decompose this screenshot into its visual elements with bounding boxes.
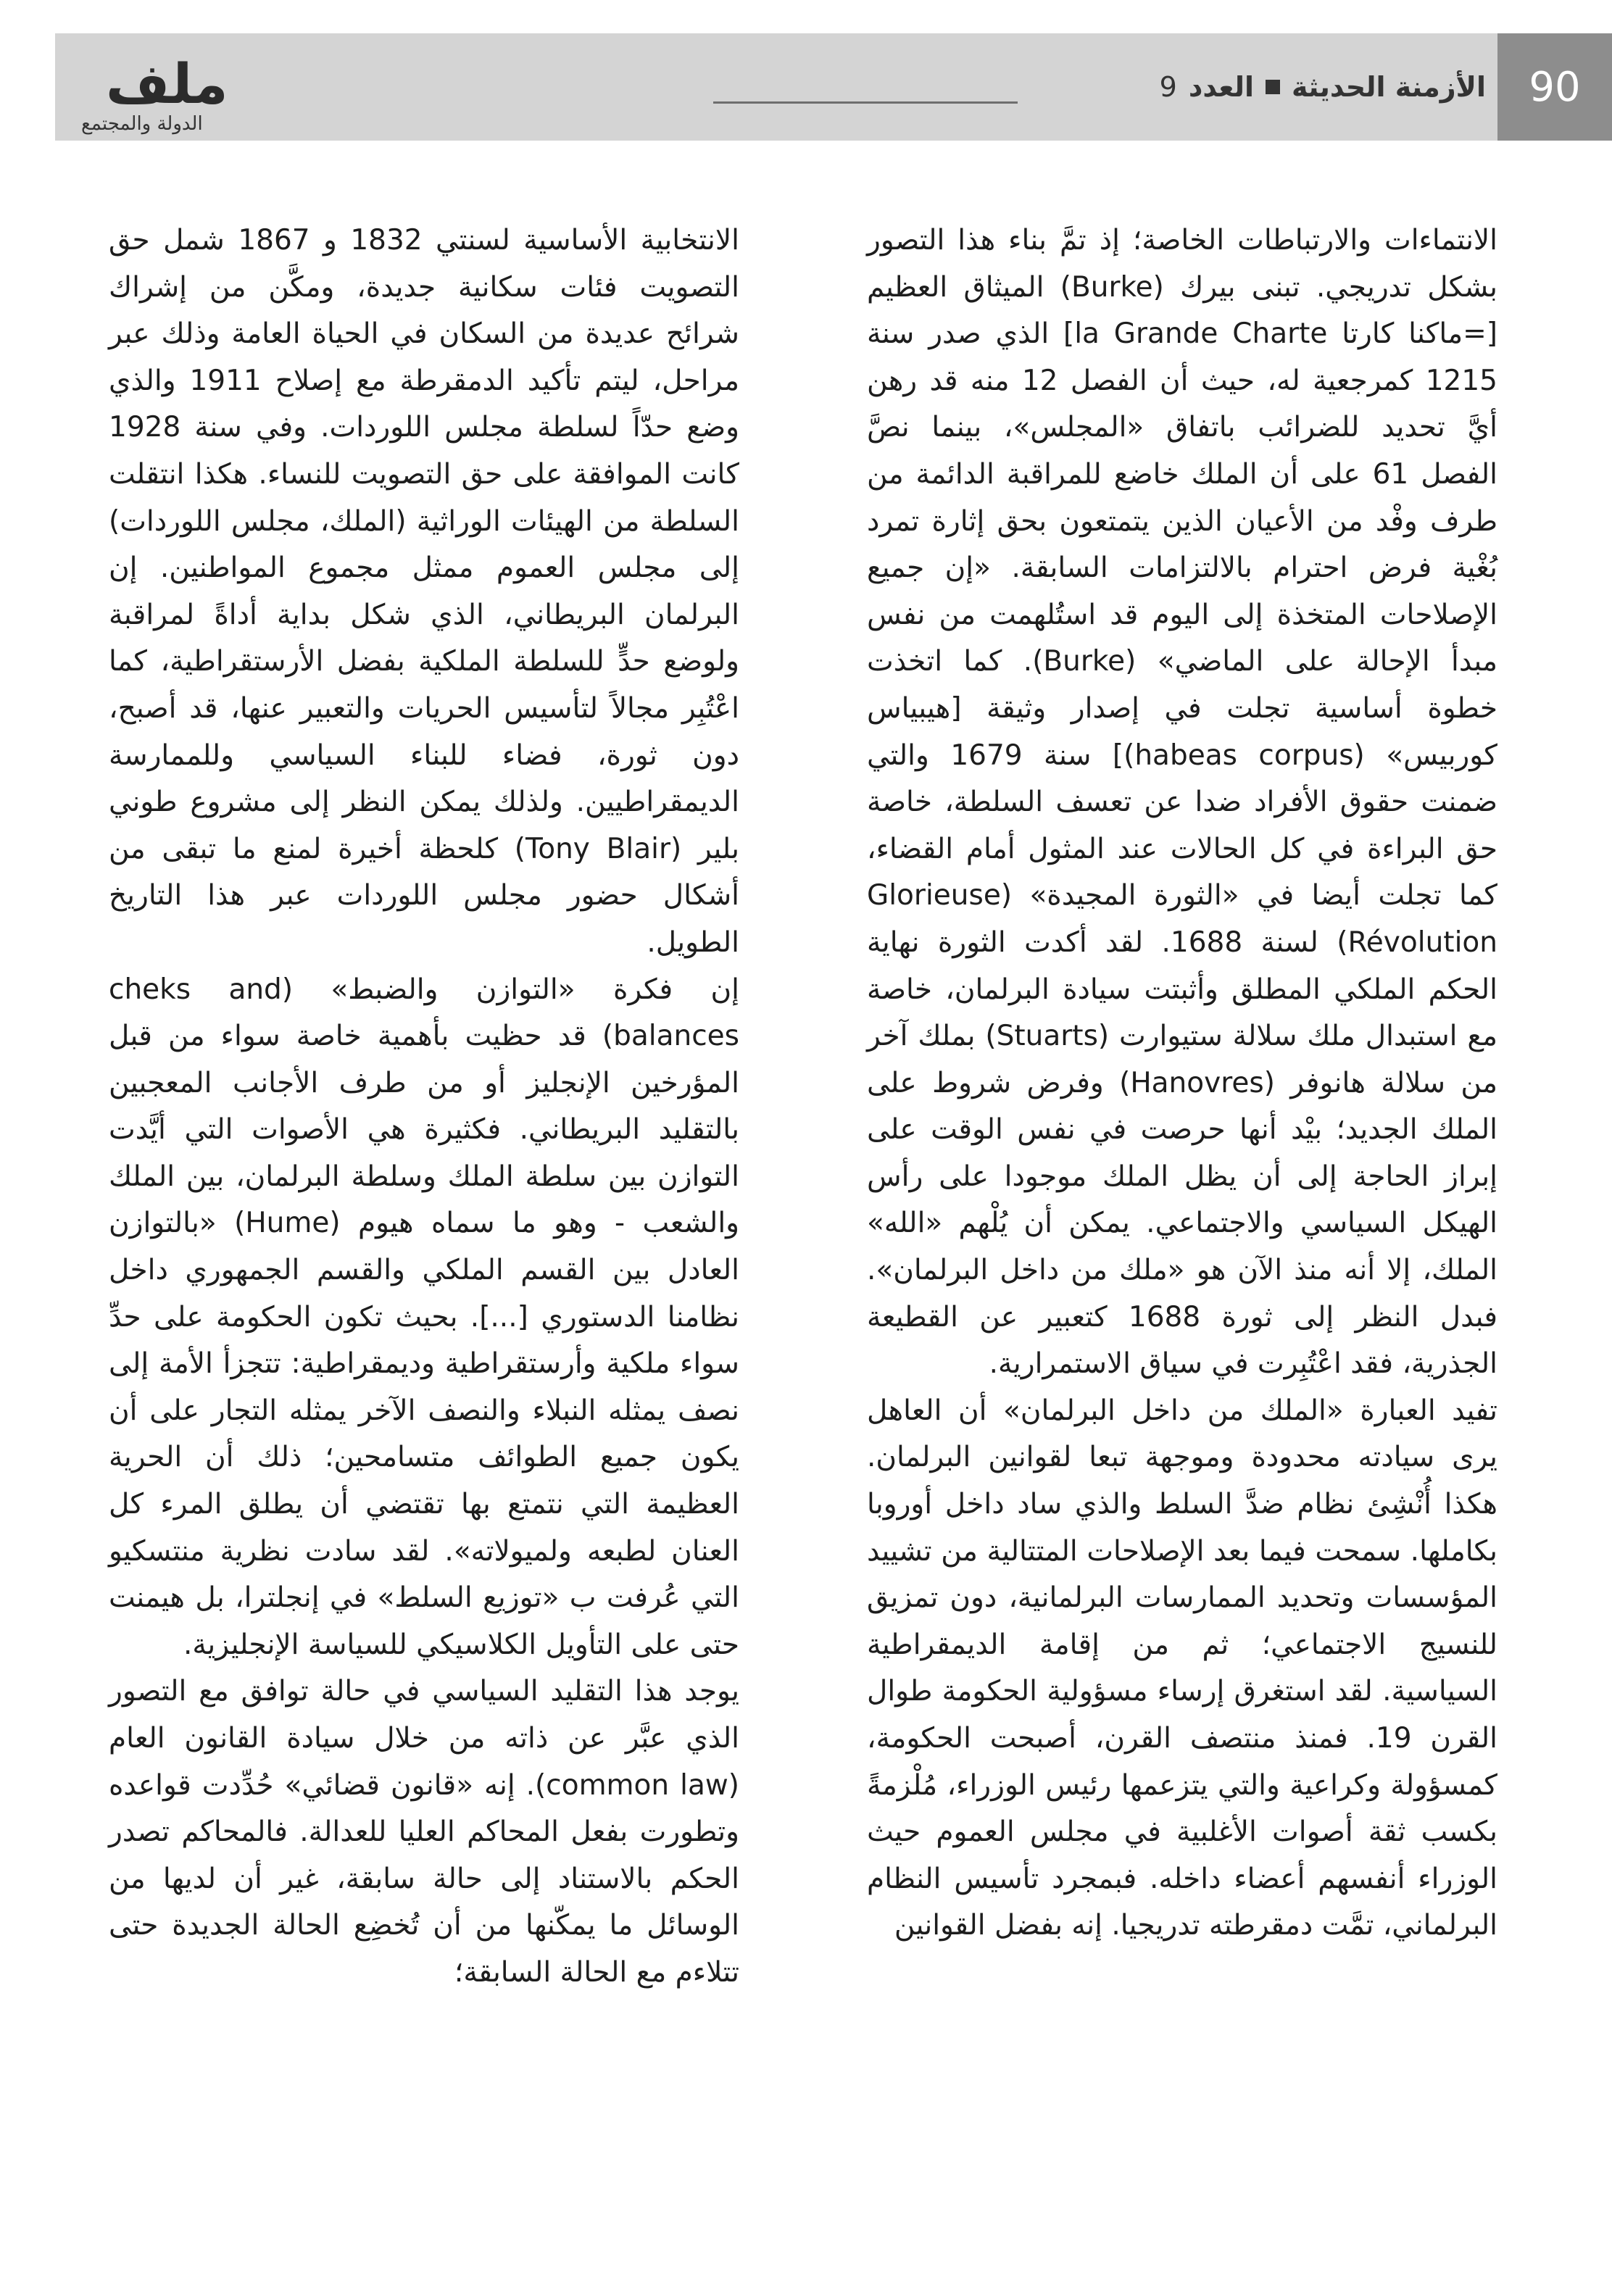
paragraph: الانتماءات والارتباطات الخاصة؛ إذ تمَّ بناء هذا التصور بشكل تدريجي. تبنى بيرك (Burke) الميثاق العظيم [=ماكنا كارتا la Grande Charte] الذي صدر سنة 1215 كمرجعية له، حيث أن الفصل 12 منه قد رهن أيَّ تحديد للضرائب باتفاق «المجلس»، بينما نصَّ الفصل 61 على أن الملك خاضع للمراقبة الدائمة من طرف وفْد من الأعيان الذين يتمتعون بحق إثارة تمرد بُغْية فرض احترام بالالتزامات السابقة. «إن جميع الإصلاحات المتخذة إلى اليوم قد استُلهمت من نفس مبدأ الإحالة على الماضي» (Burke). كما اتخذت خطوة أساسية تجلت في إصدار وثيقة [هيبياس كوربيس» (habeas corpus)] سنة 1679 والتي ضمنت حقوق الأفراد ضدا عن تعسف السلطة، خاصة حق البراءة في كل الحالات عند المثول أمام القضاء، كما تجلت أيضا في «الثورة المجيدة» (Glorieuse Révolution) لسنة 1688. لقد أكدت الثورة نهاية الحكم الملكي المطلق وأثبتت سيادة البرلمان، خاصة مع استبدال ملك سلالة ستيوارت (Stuarts) بملك آخر من سلالة هانوفر (Hanovres) وفرض شروط على الملك الجديد؛ بيْد أنها حرصت في نفس الوقت على إبراز الحاجة إلى أن يظل الملك موجودا على رأس الهيكل السياسي والاجتماعي. يمكن أن يُلْهم «الله» الملك، إلا أنه منذ الآن هو «ملك من داخل البرلمان». فبدل النظر إلى ثورة 1688 كتعبير عن القطيعة الجذرية، فقد اعْتُبِرت في سياق الاستمرارية. xyxy=(867,224,1497,1381)
issue-number: 9 xyxy=(1159,71,1177,103)
page-number-text: 90 xyxy=(1529,63,1581,111)
header-rule xyxy=(713,101,1018,104)
journal-name: الأزمنة الحديثة xyxy=(1292,71,1486,103)
page-number xyxy=(1497,33,1612,141)
paragraph: تفيد العبارة «الملك من داخل البرلمان» أن العاهل يرى سيادته محدودة وموجهة تبعا لقوانين البرلمان. هكذا أُنْشِئ نظام ضدَّ السلط والذي ساد داخل أوروبا بكاملها. سمحت فيما بعد الإصلاحات المتتالية من تشييد المؤسسات وتحديد الممارسات البرلمانية، دون تمزيق للنسيج الاجتماعي؛ ثم من إقامة الديمقراطية السياسية. لقد استغرق إرساء مسؤولية الحكومة طوال القرن 19. فمنذ منتصف القرن، أصبحت الحكومة، كمسؤولة وكراعية والتي يتزعمها رئيس الوزراء، مُلْزمةً بكسب ثقة أصوات الأغلبية في مجلس العموم حيث الوزراء أنفسهم أعضاء داخله. فبمجرد تأسيس النظام البرلماني، تمَّت دمقرطته تدريجيا. إنه بفضل القوانين xyxy=(867,1394,1497,1942)
section-subtitle: الدولة والمجتمع xyxy=(81,113,203,135)
column-left xyxy=(109,217,739,1997)
issue-label: العدد xyxy=(1188,71,1255,103)
paragraph: الانتخابية الأساسية لسنتي 1832 و 1867 شمل حق التصويت فئات سكانية جديدة، ومكَّن من إشراك شرائح عديدة من السكان في الحياة العامة وذلك عبر مراحل، ليتم تأكيد الدمقرطة مع إصلاح 1911 والذي وضع حدّاً لسلطة مجلس اللوردات. وفي سنة 1928 كانت الموافقة على حق التصويت للنساء. هكذا انتقلت السلطة من الهيئات الوراثية (الملك، مجلس اللوردات) إلى مجلس العموم ممثل مجموع المواطنين. إن البرلمان البريطاني، الذي شكل بداية أداةً لمراقبة ولوضع حدٍّ للسلطة الملكية بفضل الأرستقراطية، كما اعْتُبِر مجالاً لتأسيس الحريات والتعبير عنها، قد أصبح، دون ثورة، فضاء للبناء السياسي وللممارسة الديمقراطيين. ولذلك يمكن النظر إلى مشروع طوني بلير (Tony Blair) كلحظة أخيرة لمنع ما تبقى من أشكال حضور مجلس اللوردات عبر هذا التاريخ الطويل. xyxy=(109,224,739,959)
page-header xyxy=(55,33,1612,141)
section-title: ملف xyxy=(106,51,228,116)
square-bullet-icon xyxy=(1266,80,1280,94)
paragraph: إن فكرة «التوازن والضبط» (cheks and balances) قد حظيت بأهمية خاصة سواء من قبل المؤرخين الإنجليز أو من طرف الأجانب المعجبين بالتقليد البريطاني. فكثيرة هي الأصوات التي أيَّدت التوازن بين سلطة الملك وسلطة البرلمان، بين الملك والشعب - وهو ما سماه هيوم (Hume) «بالتوازن العادل بين القسم الملكي والقسم الجمهوري داخل نظامنا الدستوري [...]. بحيث تكون الحكومة على حدِّ سواء ملكية وأرستقراطية وديمقراطية: تتجزأ الأمة إلى نصف يمثله النبلاء والنصف الآخر يمثله التجار على أن يكون جميع الطوائف متسامحين؛ ذلك أن الحرية العظيمة التي نتمتع بها تقتضي أن يطلق المرء كل العنان لطبعه ولميولاته». لقد سادت نظرية منتسكيو التي عُرفت ب «توزيع السلط» في إنجلترا، بل هيمنت حتى على التأويل الكلاسيكي للسياسة الإنجليزية. xyxy=(109,973,739,1661)
column-right xyxy=(867,217,1497,1950)
paragraph: يوجد هذا التقليد السياسي في حالة توافق مع التصور الذي عبَّر عن ذاته من خلال سيادة القانون العام (common law). إنه «قانون قضائي» حُدِّدت قواعده وتطورت بفعل المحاكم العليا للعدالة. فالمحاكم تصدر الحكم بالاستناد إلى حالة سابقة، غير أن لديها من الوسائل ما يمكّنها من أن تُخضِع الحالة الجديدة حتى تتلاءم مع الحالة السابقة؛ xyxy=(109,1675,739,1989)
running-title xyxy=(1160,71,1486,103)
